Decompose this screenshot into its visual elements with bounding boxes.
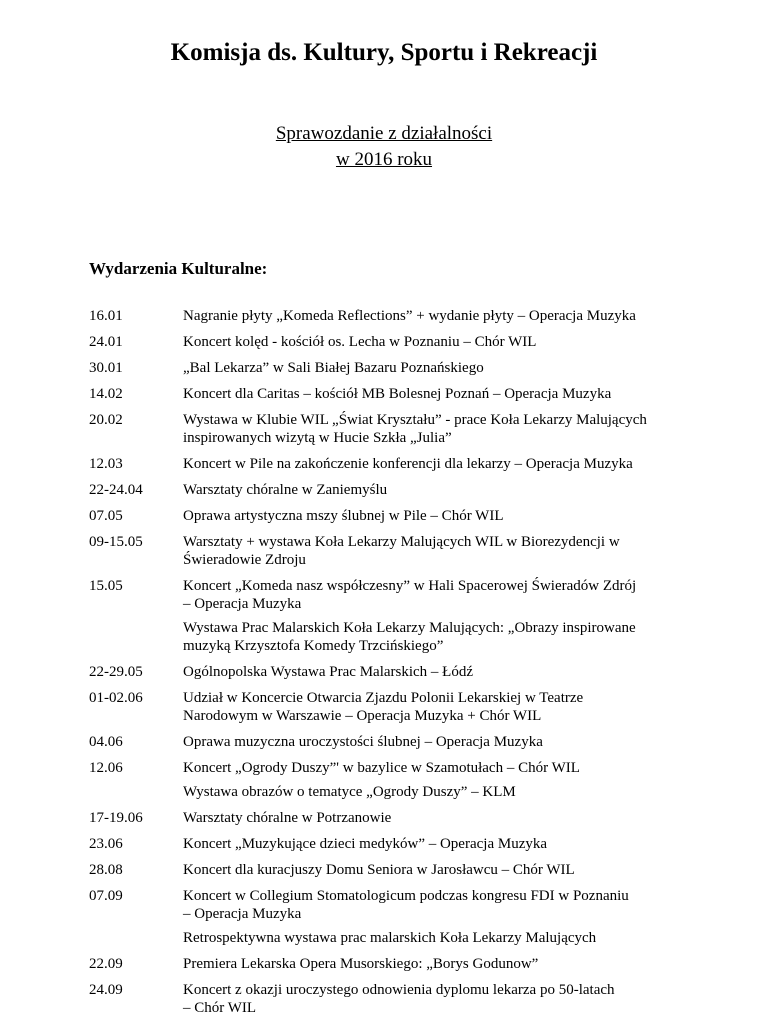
report-subtitle-line2: w 2016 roku: [335, 149, 433, 170]
event-row: [89, 663, 689, 681]
event-date: 12.06: [89, 760, 123, 776]
event-row: [89, 929, 689, 947]
event-date: 20.02: [89, 412, 123, 428]
event-description: Premiera Lekarska Opera Musorskiego: „Borys Godunow”: [183, 956, 539, 972]
event-date: 17-19.06: [89, 810, 143, 826]
events-list: [89, 307, 689, 1017]
event-date: 16.01: [89, 308, 123, 324]
event-row: [89, 689, 689, 725]
event-description: Nagranie płyty „Komeda Reflections” + wydanie płyty – Operacja Muzyka: [183, 308, 636, 324]
event-date: 14.02: [89, 386, 123, 402]
event-description: Wystawa Prac Malarskich Koła Lekarzy Malujących: „Obrazy inspirowane muzyką Krzysztofa Komedy Trzcińskiego”: [183, 620, 636, 654]
event-description: Wystawa w Klubie WIL „Świat Kryształu” - prace Koła Lekarzy Malujących inspirowanych wizytą w Hucie Szkła „Julia”: [183, 412, 647, 446]
event-date: 22-24.04: [89, 482, 143, 498]
event-date: 30.01: [89, 360, 123, 376]
event-row: [89, 481, 689, 499]
event-description: Koncert dla kuracjuszy Domu Seniora w Jarosławcu – Chór WIL: [183, 862, 575, 878]
event-row: [89, 733, 689, 751]
event-date: 15.05: [89, 578, 123, 594]
event-row: [89, 759, 689, 777]
event-row: [89, 359, 689, 377]
event-description: Koncert w Collegium Stomatologicum podczas kongresu FDI w Poznaniu – Operacja Muzyka: [183, 888, 629, 922]
event-description: Ogólnopolska Wystawa Prac Malarskich – Łódź: [183, 664, 474, 680]
event-description: Warsztaty + wystawa Koła Lekarzy Malujących WIL w Biorezydencji w Świeradowie Zdroju: [183, 534, 620, 568]
event-date: 12.03: [89, 456, 123, 472]
event-description: Retrospektywna wystawa prac malarskich Koła Lekarzy Malujących: [183, 930, 597, 946]
event-description: Koncert dla Caritas – kościół MB Bolesnej Poznań – Operacja Muzyka: [183, 386, 612, 402]
event-date: 22-29.05: [89, 664, 143, 680]
event-row: [89, 809, 689, 827]
event-date: 01-02.06: [89, 690, 143, 706]
event-description: „Bal Lekarza” w Sali Białej Bazaru Poznańskiego: [183, 360, 484, 376]
event-description: Oprawa muzyczna uroczystości ślubnej – Operacja Muzyka: [183, 734, 543, 750]
event-date: 23.06: [89, 836, 123, 852]
event-description: Koncert „Muzykujące dzieci medyków” – Operacja Muzyka: [183, 836, 548, 852]
event-row: [89, 411, 689, 447]
event-row: [89, 455, 689, 473]
report-subtitle-line1: Sprawozdanie z działalności: [275, 123, 493, 144]
page-title: Komisja ds. Kultury, Sportu i Rekreacji: [170, 39, 598, 66]
event-date: [89, 929, 183, 947]
event-row: [89, 333, 689, 351]
event-row: [89, 619, 689, 655]
event-description: Koncert „Ogrody Duszy”' w bazylice w Szamotułach – Chór WIL: [183, 760, 580, 776]
event-date: 22.09: [89, 956, 123, 972]
event-date: 07.05: [89, 508, 123, 524]
event-row: [89, 835, 689, 853]
event-description: Warsztaty chóralne w Zaniemyślu: [183, 482, 388, 498]
event-description: Koncert kolęd - kościół os. Lecha w Poznaniu – Chór WIL: [183, 334, 537, 350]
event-row: [89, 507, 689, 525]
event-description: Koncert „Komeda nasz współczesny” w Hali Spacerowej Świeradów Zdrój – Operacja Muzyka: [183, 578, 637, 612]
event-date: [89, 619, 183, 655]
event-description: Oprawa artystyczna mszy ślubnej w Pile – Chór WIL: [183, 508, 504, 524]
event-date: 24.09: [89, 982, 123, 998]
section-heading: Wydarzenia Kulturalne:: [89, 259, 268, 278]
event-date: 09-15.05: [89, 534, 143, 550]
event-row: [89, 955, 689, 973]
event-row: [89, 861, 689, 879]
event-description: Wystawa obrazów o tematyce „Ogrody Duszy” – KLM: [183, 784, 516, 800]
event-row: [89, 533, 689, 569]
event-description: Koncert w Pile na zakończenie konferencji dla lekarzy – Operacja Muzyka: [183, 456, 633, 472]
event-row: [89, 385, 689, 403]
event-row: [89, 577, 689, 613]
event-row: [89, 981, 689, 1017]
event-row: [89, 307, 689, 325]
event-description: Koncert z okazji uroczystego odnowienia dyplomu lekarza po 50-latach – Chór WIL: [183, 982, 615, 1016]
event-date: [89, 783, 183, 801]
event-description: Warsztaty chóralne w Potrzanowie: [183, 810, 392, 826]
event-date: 28.08: [89, 862, 123, 878]
event-row: [89, 887, 689, 923]
event-row: [89, 783, 689, 801]
event-description: Udział w Koncercie Otwarcia Zjazdu Polonii Lekarskiej w Teatrze Narodowym w Warszawie – Operacja Muzyka + Chór WIL: [183, 690, 584, 724]
event-date: 24.01: [89, 334, 123, 350]
event-date: 07.09: [89, 888, 123, 904]
event-date: 04.06: [89, 734, 123, 750]
